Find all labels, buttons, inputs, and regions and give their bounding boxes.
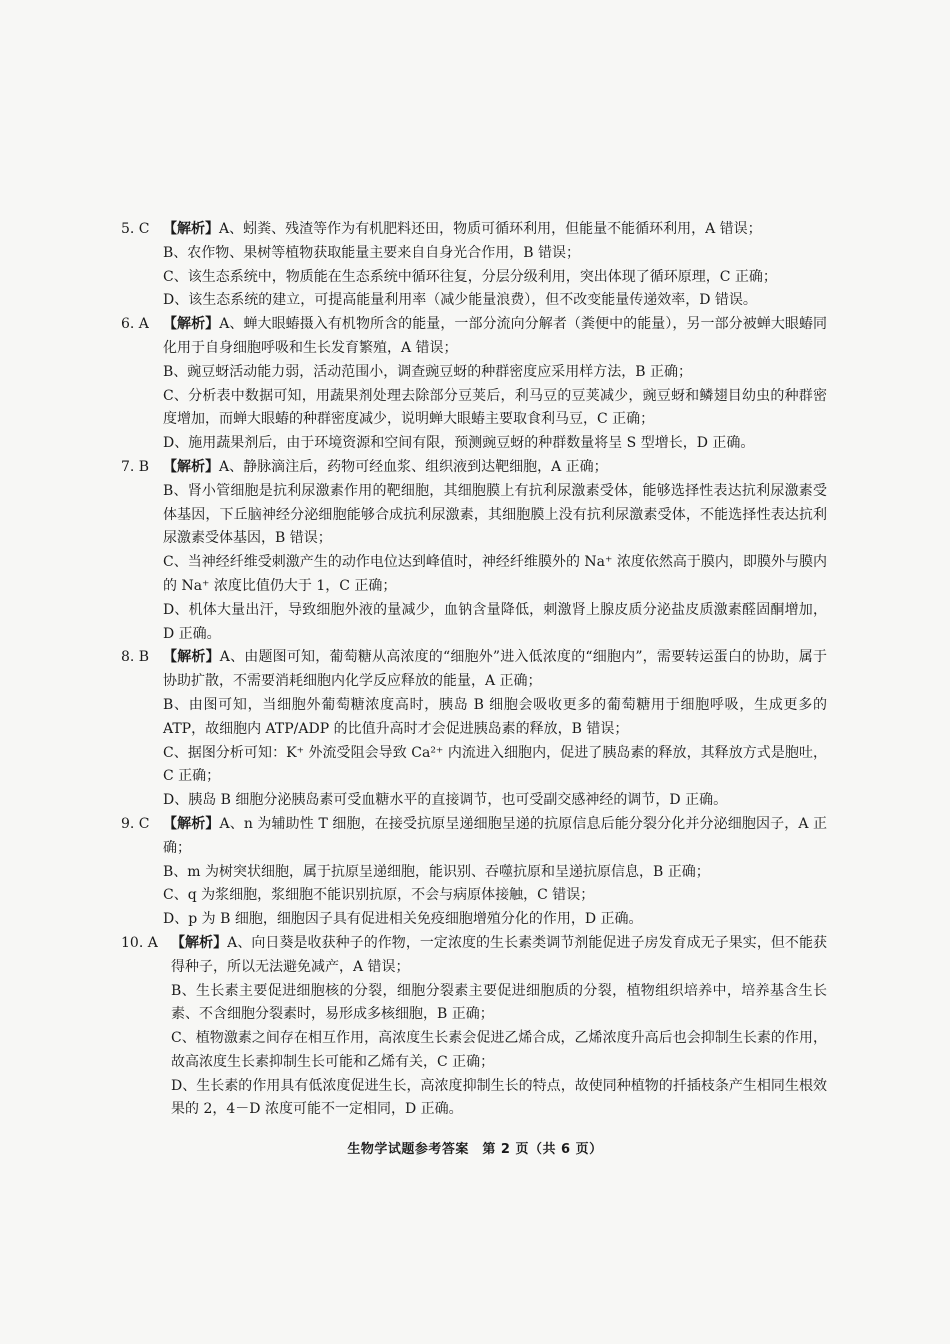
answer-paragraph: B、农作物、果树等植物获取能量主要来自自身光合作用，B 错误； <box>163 244 581 261</box>
answer-item <box>121 313 827 456</box>
analysis-tag: 【解析】 <box>163 458 219 475</box>
analysis-tag: 【解析】 <box>171 934 228 951</box>
answer-paragraph: B、肾小管细胞是抗利尿激素作用的靶细胞，其细胞膜上有抗利尿激素受体，能够选择性表达抗利尿激素受体基因，下丘脑神经分泌细胞能够合成抗利尿激素，其细胞膜上没有抗利尿激素受体，不能选择性表达抗利尿激素受体基因，B 错误； <box>163 482 827 547</box>
answer-paragraph: C、该生态系统中，物质能在生态系统中循环往复，分层分级利用，突出体现了循环原理，C 正确； <box>163 268 777 285</box>
answer-item <box>121 456 827 646</box>
answer-paragraph: 【解析】A、n 为辅助性 T 细胞，在接受抗原呈递细胞呈递的抗原信息后能分裂分化并分泌细胞因子，A 正确； <box>163 815 828 856</box>
answer-item <box>121 932 827 1122</box>
question-number: 9. C <box>121 815 150 832</box>
answer-paragraph: D、施用蔬果剂后，由于环境资源和空间有限，预测豌豆蚜的种群数量将呈 S 型增长，D 正确。 <box>163 435 755 452</box>
question-number: 7. B <box>121 458 150 475</box>
answer-paragraph: 【解析】A、静脉滴注后，药物可经血浆、组织液到达靶细胞，A 正确； <box>163 458 608 475</box>
answer-item <box>121 218 827 313</box>
answer-paragraph: B、豌豆蚜活动能力弱，活动范围小，调查豌豆蚜的种群密度应采用样方法，B 正确； <box>163 363 693 380</box>
answer-paragraph: C、据图分析可知：K⁺ 外流受阻会导致 Ca²⁺ 内流进入细胞内，促进了胰岛素的释放，其释放方式是胞吐，C 正确； <box>163 744 827 785</box>
question-number: 10. A <box>121 934 158 951</box>
answer-paragraph: D、机体大量出汗，导致细胞外液的量减少，血钠含量降低，刺激肾上腺皮质分泌盐皮质激素醛固酮增加，D 正确。 <box>163 601 827 642</box>
answer-paragraph: 【解析】A、向日葵是收获种子的作物，一定浓度的生长素类调节剂能促进子房发育成无子果实，但不能获得种子，所以无法避免减产，A 错误； <box>171 934 828 975</box>
answer-paragraph: D、该生态系统的建立，可提高能量利用率（减少能量浪费），但不改变能量传递效率，D 错误。 <box>163 292 757 309</box>
analysis-tag: 【解析】 <box>163 815 220 832</box>
answer-item <box>121 813 827 932</box>
answer-paragraph: 【解析】A、蝉大眼蝽摄入有机物所含的能量，一部分流向分解者（粪便中的能量），另一部分被蝉大眼蝽同化用于自身细胞呼吸和生长发育繁殖，A 错误； <box>163 316 828 356</box>
answer-item <box>121 646 827 813</box>
answer-paragraph: C、植物激素之间存在相互作用，高浓度生长素会促进乙烯合成，乙烯浓度升高后也会抑制生长素的作用，故高浓度生长素抑制生长可能和乙烯有关，C 正确； <box>171 1030 827 1070</box>
analysis-tag: 【解析】 <box>163 221 219 237</box>
answer-paragraph: D、生长素的作用具有低浓度促进生长，高浓度抑制生长的特点，故使同种植物的扦插枝条产生相同生根效果的 2，4－D 浓度可能不一定相同，D 正确。 <box>171 1077 827 1118</box>
answer-paragraph: C、q 为浆细胞，浆细胞不能识别抗原，不会与病原体接触，C 错误； <box>163 887 595 904</box>
question-number: 5. C <box>121 221 150 237</box>
answer-paragraph: C、分析表中数据可知，用蔬果剂处理去除部分豆荚后，利马豆的豆荚减少，豌豆蚜和鳞翅目幼虫的种群密度增加，而蝉大眼蝽的种群密度减少，说明蝉大眼蝽主要取食利马豆，C 正确； <box>163 387 827 428</box>
answer-paragraph: D、胰岛 B 细胞分泌胰岛素可受血糖水平的直接调节，也可受副交感神经的调节，D 正确。 <box>163 792 728 809</box>
answer-paragraph: C、当神经纤维受刺激产生的动作电位达到峰值时，神经纤维膜外的 Na⁺ 浓度依然高于膜内，即膜外与膜内的 Na⁺ 浓度比值仍大于 1，C 正确； <box>163 554 827 594</box>
question-number: 8. B <box>121 649 150 666</box>
answer-paragraph: 【解析】A、由题图可知，葡萄糖从高浓度的“细胞外”进入低浓度的“细胞内”，需要转运蛋白的协助，属于协助扩散，不需要消耗细胞内化学反应释放的能量，A 正确； <box>163 649 827 690</box>
question-number: 6. A <box>121 316 149 333</box>
answer-paragraph: D、p 为 B 细胞，细胞因子具有促进相关免疫细胞增殖分化的作用，D 正确。 <box>163 911 643 928</box>
analysis-tag: 【解析】 <box>163 316 220 333</box>
answer-paragraph: B、m 为树突状细胞，属于抗原呈递细胞，能识别、吞噬抗原和呈递抗原信息，B 正确； <box>163 863 710 880</box>
answer-paragraph: B、生长素主要促进细胞核的分裂，细胞分裂素主要促进细胞质的分裂，植物组织培养中，培养基含生长素、不含细胞分裂素时，易形成多核细胞，B 正确； <box>171 982 827 1023</box>
analysis-tag: 【解析】 <box>163 649 220 666</box>
answer-list <box>121 218 827 1122</box>
answer-paragraph: 【解析】A、蚓粪、残渣等作为有机肥料还田，物质可循环利用，但能量不能循环利用，A 错误； <box>163 221 762 237</box>
page-footer: 生物学试题参考答案 第 2 页（共 6 页） <box>347 1142 603 1157</box>
answer-paragraph: B、由图可知，当细胞外葡萄糖浓度高时，胰岛 B 细胞会吸收更多的葡萄糖用于细胞呼吸，生成更多的 ATP，故细胞内 ATP/ADP 的比值升高时才会促进胰岛素的释放，B 错误； <box>163 696 827 737</box>
